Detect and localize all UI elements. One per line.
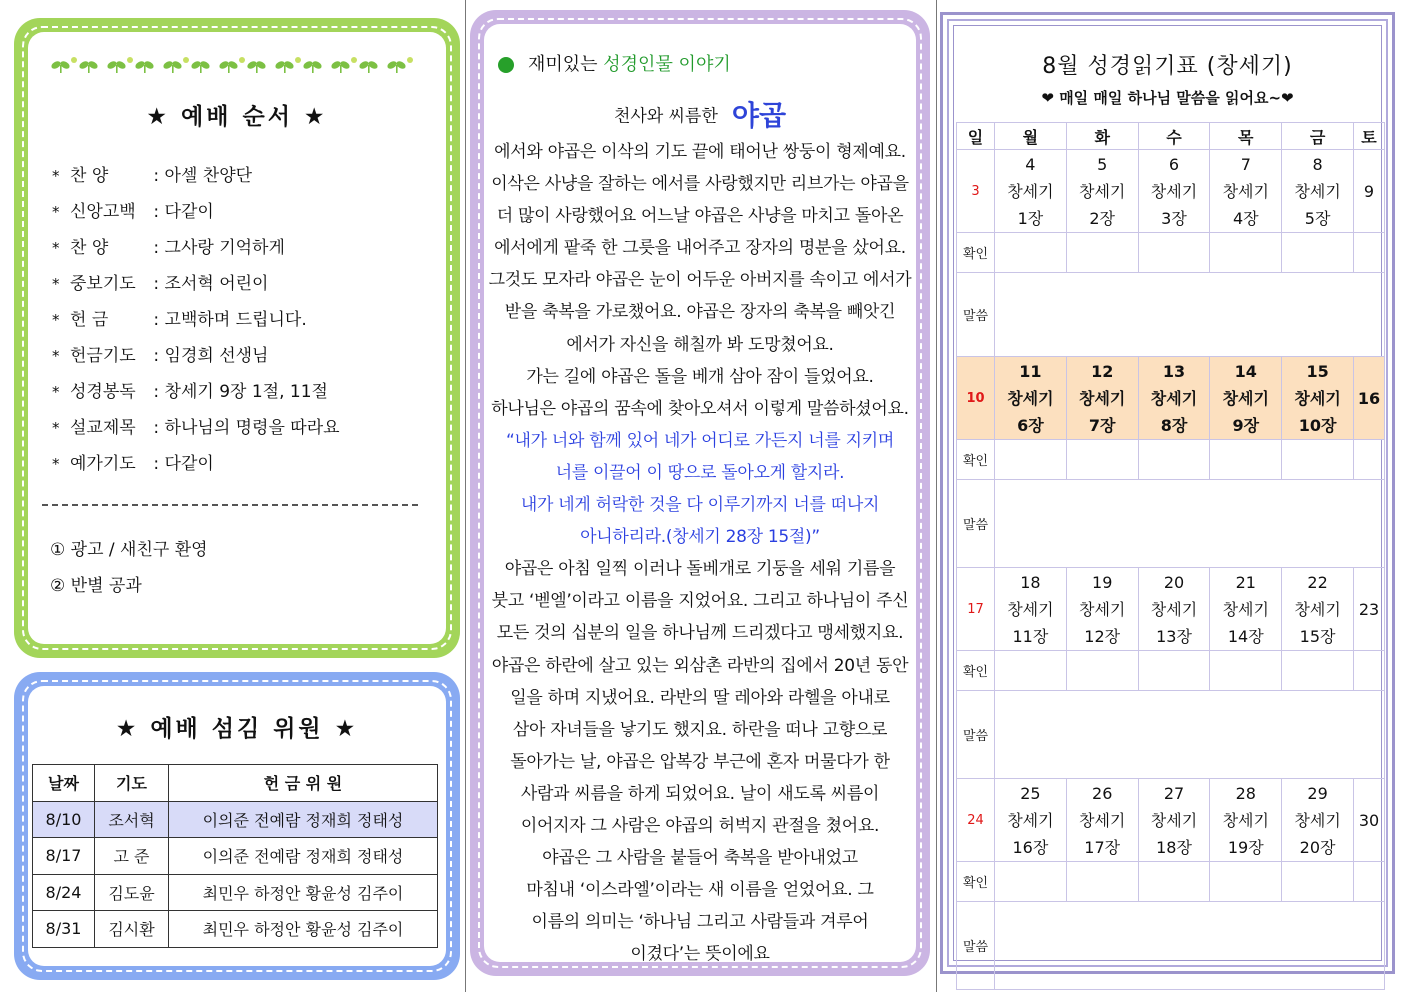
table-row [33, 801, 438, 838]
weekday-header: 금 [1282, 123, 1354, 150]
prayer-cell: 고 준 [95, 838, 169, 875]
order-item-label: 신앙고백 [70, 202, 136, 222]
week-row [957, 779, 1385, 862]
order-item [52, 338, 340, 374]
reading-day-cell [1210, 779, 1282, 862]
day-book: 창세기 [1007, 811, 1054, 830]
star-bullet-icon: * [52, 383, 60, 401]
check-cell [1282, 862, 1354, 902]
order-item-value: 고백하며 드립니다. [164, 310, 307, 330]
check-cell [1066, 233, 1138, 273]
order-item-separator: : [148, 274, 165, 294]
story-subtitle [484, 94, 916, 134]
story-panel [470, 10, 930, 976]
reading-day-cell [1138, 779, 1210, 862]
table-row [33, 874, 438, 911]
word-row [957, 480, 1385, 568]
star-bullet-icon: * [52, 203, 60, 221]
reading-day-cell [1066, 150, 1138, 233]
reading-day-cell [1066, 779, 1138, 862]
check-cell [1210, 651, 1282, 691]
worship-order-card [28, 32, 446, 644]
reading-day-cell [1282, 568, 1354, 651]
check-cell [1354, 233, 1385, 273]
star-bullet-icon: * [52, 239, 60, 257]
check-label: 확인 [957, 440, 995, 480]
sunday-date: 3 [957, 150, 995, 233]
day-date: 8 [1312, 155, 1323, 174]
order-item-separator: : [148, 346, 165, 366]
story-line: 돌아가는 날, 야곱은 압복강 부근에 혼자 머물다가 한 [510, 751, 890, 772]
date-cell: 8/10 [33, 801, 95, 838]
check-cell [1138, 651, 1210, 691]
order-item-value: 하나님의 명령을 따라요 [164, 418, 340, 438]
check-cell [1354, 651, 1385, 691]
day-book: 창세기 [1294, 811, 1341, 830]
check-cell [1138, 440, 1210, 480]
story-subtitle-text: 천사와 씨름한 [613, 106, 718, 127]
day-chapter: 14장 [1227, 627, 1264, 646]
order-item [52, 194, 340, 230]
order-item-label: 헌 금 [70, 310, 109, 330]
servants-title: ★ 예배 섬김 위원 ★ [115, 716, 359, 742]
saturday-date: 30 [1354, 779, 1385, 862]
day-book: 창세기 [1222, 811, 1269, 830]
weekday-header: 화 [1066, 123, 1138, 150]
day-book: 창세기 [1294, 389, 1341, 408]
bullet-dot-icon [498, 57, 514, 73]
day-chapter: 18장 [1156, 838, 1192, 857]
day-date: 5 [1097, 155, 1108, 174]
day-book: 창세기 [1079, 182, 1126, 201]
day-chapter: 5장 [1304, 209, 1331, 228]
section-divider [42, 504, 418, 506]
story-line: 삼아 자녀들을 낳기도 했지요. 하란을 떠나 고향으로 [512, 719, 888, 740]
reading-day-cell [1282, 150, 1354, 233]
day-chapter: 6장 [1017, 416, 1044, 435]
word-label: 말씀 [957, 480, 995, 568]
servants-table [32, 764, 438, 948]
check-label: 확인 [957, 651, 995, 691]
story-character-name: 야곱 [731, 99, 787, 132]
story-card [484, 24, 916, 965]
column-header-date: 날짜 [33, 765, 95, 802]
story-line: 모든 것의 십분의 일을 하나님께 드리겠다고 맹세했지요. [496, 623, 904, 644]
prayer-cell: 김도윤 [95, 874, 169, 911]
sunday-date: 24 [957, 779, 995, 862]
story-line: 가는 길에 야곱은 돌을 베개 삼아 잠이 들었어요. [526, 366, 874, 387]
sprout-border-decoration [50, 52, 420, 76]
word-row [957, 902, 1385, 990]
check-cell [1282, 651, 1354, 691]
order-item-value: 조서혁 어린이 [164, 274, 269, 294]
day-chapter: 13장 [1156, 627, 1192, 646]
story-line: 아니하리라.(창세기 28장 15절)” [580, 527, 820, 548]
day-chapter: 3장 [1161, 209, 1187, 228]
week-row [957, 150, 1385, 233]
offering-cell: 최민우 하정안 황윤성 김주이 [169, 874, 438, 911]
word-row [957, 273, 1385, 357]
story-line: 에서에게 팥죽 한 그릇을 내어주고 장자의 명분을 샀어요. [494, 238, 906, 259]
order-item-value: 아셀 찬양단 [164, 166, 253, 186]
check-cell [995, 440, 1067, 480]
day-book: 창세기 [1222, 182, 1269, 201]
check-cell [995, 651, 1067, 691]
notice-item: ① 광고 / 새친구 환영 [50, 540, 208, 560]
table-row [33, 838, 438, 875]
order-item-label: 성경봉독 [70, 382, 136, 402]
order-item-value: 임경희 선생님 [164, 346, 269, 366]
story-line: 사람과 씨름을 하게 되었어요. 날이 새도록 씨름이 [520, 783, 880, 804]
order-item-label: 설교제목 [70, 418, 136, 438]
star-bullet-icon: * [52, 311, 60, 329]
story-line: 받을 축복을 가로챘어요. 야곱은 장자의 축복을 빼앗긴 [504, 302, 896, 323]
order-item [52, 410, 340, 446]
table-header-row [33, 765, 438, 802]
day-date: 25 [1020, 784, 1041, 803]
story-line: 이어지자 그 사람은 야곱의 허벅지 관절을 쳤어요. [520, 815, 880, 836]
worship-order-panel [14, 18, 460, 658]
day-chapter: 20장 [1299, 838, 1336, 857]
word-label: 말씀 [957, 902, 995, 990]
order-item-separator: : [148, 166, 165, 186]
weekday-header: 토 [1354, 123, 1385, 150]
day-book: 창세기 [1079, 811, 1126, 830]
check-row [957, 233, 1385, 273]
story-line: 내가 네게 허락한 것을 다 이루기까지 너를 떠나지 [520, 495, 880, 516]
story-body [484, 136, 916, 970]
check-cell [1066, 440, 1138, 480]
worship-order-title: ★ 예배 순서 ★ [146, 104, 328, 130]
day-chapter: 7장 [1088, 416, 1116, 435]
day-chapter: 10장 [1298, 416, 1337, 435]
servants-card [28, 686, 446, 966]
day-book: 창세기 [1007, 182, 1054, 201]
week-row [957, 568, 1385, 651]
notice-list [50, 532, 208, 604]
word-cell [995, 902, 1385, 990]
story-line: 마침내 ‘이스라엘’이라는 새 이름을 얻었어요. 그 [526, 880, 874, 901]
day-date: 12 [1091, 362, 1114, 381]
order-item [52, 374, 340, 410]
story-heading [528, 50, 731, 76]
reading-chart-subtitle: ❤ 매일 매일 하나님 말씀을 읽어요~❤ [1041, 89, 1294, 107]
order-item-separator: : [148, 310, 165, 330]
check-cell [1354, 862, 1385, 902]
date-cell: 8/31 [33, 911, 95, 948]
order-item-separator: : [148, 238, 165, 258]
day-date: 21 [1235, 573, 1256, 592]
reading-day-cell [1210, 357, 1282, 440]
story-line: 더 많이 사랑했어요 어느날 야곱은 사냥을 마치고 돌아온 [496, 206, 904, 227]
offering-cell: 이의준 전예람 정재희 정태성 [169, 838, 438, 875]
column-divider [936, 0, 937, 992]
weekday-header-row [957, 123, 1385, 150]
table-row [33, 911, 438, 948]
date-cell: 8/17 [33, 838, 95, 875]
order-item [52, 446, 340, 482]
reading-day-cell [1138, 568, 1210, 651]
word-row [957, 691, 1385, 779]
order-item-label: 헌금기도 [70, 346, 136, 366]
reading-day-cell [1138, 150, 1210, 233]
star-bullet-icon: * [52, 167, 60, 185]
order-item-separator: : [148, 382, 165, 402]
day-chapter: 17장 [1084, 838, 1121, 857]
day-date: 4 [1025, 155, 1036, 174]
order-item-separator: : [148, 202, 165, 222]
reading-day-cell [1282, 779, 1354, 862]
day-chapter: 9장 [1232, 416, 1260, 435]
prayer-cell: 조서혁 [95, 801, 169, 838]
order-item-value: 그사랑 기억하게 [164, 238, 285, 258]
check-row [957, 862, 1385, 902]
day-book: 창세기 [1079, 389, 1126, 408]
reading-day-cell [995, 150, 1067, 233]
saturday-date: 9 [1354, 150, 1385, 233]
day-date: 11 [1019, 362, 1042, 381]
notice-item: ② 반별 공과 [50, 576, 142, 596]
check-label: 확인 [957, 862, 995, 902]
story-line: “내가 너와 함께 있어 네가 어디로 가든지 너를 지키며 [506, 430, 894, 451]
check-cell [1138, 233, 1210, 273]
day-book: 창세기 [1222, 600, 1269, 619]
weekday-header: 수 [1138, 123, 1210, 150]
day-date: 27 [1163, 784, 1185, 803]
word-cell [995, 273, 1385, 357]
day-book: 창세기 [1150, 811, 1198, 830]
sunday-date: 10 [957, 357, 995, 440]
day-book: 창세기 [1150, 600, 1198, 619]
offering-cell: 이의준 전예람 정재희 정태성 [169, 801, 438, 838]
star-bullet-icon: * [52, 455, 60, 473]
worship-order-list [52, 158, 340, 482]
day-date: 28 [1235, 784, 1256, 803]
reading-day-cell [1282, 357, 1354, 440]
check-label: 확인 [957, 233, 995, 273]
day-chapter: 2장 [1089, 209, 1116, 228]
reading-day-cell [1066, 357, 1138, 440]
reading-day-cell [995, 357, 1067, 440]
day-book: 창세기 [1007, 600, 1054, 619]
word-cell [995, 480, 1385, 568]
column-header-prayer: 기도 [95, 765, 169, 802]
day-chapter: 11장 [1012, 627, 1049, 646]
check-cell [1066, 862, 1138, 902]
story-line: 이삭은 사냥을 잘하는 에서를 사랑했지만 리브가는 야곱을 [491, 174, 909, 195]
day-chapter: 1장 [1017, 209, 1044, 228]
order-item-separator: : [148, 418, 165, 438]
reading-chart-title: 8월 성경읽기표 (창세기) [1042, 54, 1293, 79]
sunday-date: 17 [957, 568, 995, 651]
order-item-separator: : [148, 454, 165, 474]
story-line: 이겼다’는 뜻이에요 [630, 944, 770, 965]
day-book: 창세기 [1222, 389, 1269, 408]
column-divider [465, 0, 466, 992]
word-cell [995, 691, 1385, 779]
star-bullet-icon: * [52, 419, 60, 437]
order-item-label: 예가기도 [70, 454, 136, 474]
day-date: 20 [1163, 573, 1185, 592]
day-book: 창세기 [1150, 182, 1198, 201]
order-item [52, 158, 340, 194]
day-book: 창세기 [1294, 600, 1341, 619]
saturday-date: 23 [1354, 568, 1385, 651]
day-book: 창세기 [1079, 600, 1126, 619]
order-item-value: 창세기 9장 1절, 11절 [164, 382, 328, 402]
reading-day-cell [1210, 150, 1282, 233]
order-item [52, 230, 340, 266]
servants-panel [14, 672, 460, 980]
day-book: 창세기 [1150, 389, 1198, 408]
order-item [52, 266, 340, 302]
offering-cell: 최민우 하정안 황윤성 김주이 [169, 911, 438, 948]
day-date: 13 [1162, 362, 1186, 381]
day-chapter: 8장 [1160, 416, 1188, 435]
day-chapter: 15장 [1299, 627, 1336, 646]
check-cell [1282, 440, 1354, 480]
star-bullet-icon: * [52, 347, 60, 365]
story-line: 에서가 자신을 해칠까 봐 도망쳤어요. [566, 334, 834, 355]
story-line: 붓고 ‘벧엘’이라고 이름을 지었어요. 그리고 하나님이 주신 [491, 591, 909, 612]
story-line: 그것도 모자라 야곱은 눈이 어두운 아버지를 속이고 에서가 [488, 270, 912, 291]
saturday-date: 16 [1354, 357, 1385, 440]
star-bullet-icon: * [52, 275, 60, 293]
order-item-label: 중보기도 [70, 274, 136, 294]
story-line: 야곱은 하란에 살고 있는 외삼촌 라반의 집에서 20년 동안 [491, 655, 909, 676]
day-date: 18 [1020, 573, 1041, 592]
order-item-value: 다같이 [164, 202, 214, 222]
story-heading-prefix: 재미있는 [528, 54, 604, 75]
order-item-label: 찬 양 [70, 238, 109, 258]
day-date: 15 [1306, 362, 1329, 381]
check-cell [1066, 651, 1138, 691]
story-line: 하나님은 야곱의 꿈속에 찾아오셔서 이렇게 말씀하셨어요. [491, 398, 909, 419]
story-heading-highlight: 성경인물 이야기 [603, 54, 731, 75]
order-item-label: 찬 양 [70, 166, 109, 186]
check-cell [1210, 440, 1282, 480]
day-chapter: 12장 [1084, 627, 1121, 646]
day-date: 29 [1307, 784, 1328, 803]
week-row [957, 357, 1385, 440]
day-chapter: 16장 [1012, 838, 1049, 857]
check-cell [995, 233, 1067, 273]
day-book: 창세기 [1007, 389, 1054, 408]
reading-chart-table [956, 122, 1385, 990]
check-cell [1210, 233, 1282, 273]
day-chapter: 4장 [1232, 209, 1259, 228]
story-line: 야곱은 아침 일찍 이러나 돌베개로 기둥을 세워 기름을 [504, 559, 896, 580]
check-cell [1354, 440, 1385, 480]
reading-day-cell [1138, 357, 1210, 440]
weekday-header: 월 [995, 123, 1067, 150]
check-cell [1138, 862, 1210, 902]
word-label: 말씀 [957, 273, 995, 357]
weekday-header: 일 [957, 123, 995, 150]
order-item-value: 다같이 [164, 454, 214, 474]
weekday-header: 목 [1210, 123, 1282, 150]
story-line: 에서와 야곱은 이삭의 기도 끝에 태어난 쌍둥이 형제예요. [494, 142, 906, 162]
story-line: 너를 이끌어 이 땅으로 돌아오게 할지라. [555, 462, 845, 483]
reading-day-cell [995, 568, 1067, 651]
reading-day-cell [1210, 568, 1282, 651]
prayer-cell: 김시환 [95, 911, 169, 948]
story-line: 일을 하며 지냈어요. 라반의 딸 레아와 라헬을 아내로 [510, 687, 890, 708]
story-line: 이름의 의미는 ‘하나님 그리고 사람들과 겨루어 [531, 912, 869, 933]
day-date: 14 [1234, 362, 1257, 381]
day-date: 7 [1240, 155, 1251, 174]
day-date: 22 [1307, 573, 1328, 592]
date-cell: 8/24 [33, 874, 95, 911]
check-cell [995, 862, 1067, 902]
check-cell [1210, 862, 1282, 902]
word-label: 말씀 [957, 691, 995, 779]
day-date: 26 [1092, 784, 1113, 803]
reading-chart-panel [940, 12, 1395, 974]
story-line: 야곱은 그 사람을 붙들어 축복을 받아내었고 [542, 848, 858, 869]
check-row [957, 651, 1385, 691]
day-date: 6 [1168, 155, 1180, 174]
day-chapter: 19장 [1227, 838, 1264, 857]
day-book: 창세기 [1294, 182, 1341, 201]
check-cell [1282, 233, 1354, 273]
day-date: 19 [1092, 573, 1113, 592]
column-header-offering: 헌 금 위 원 [169, 765, 438, 802]
reading-day-cell [995, 779, 1067, 862]
reading-day-cell [1066, 568, 1138, 651]
check-row [957, 440, 1385, 480]
order-item [52, 302, 340, 338]
